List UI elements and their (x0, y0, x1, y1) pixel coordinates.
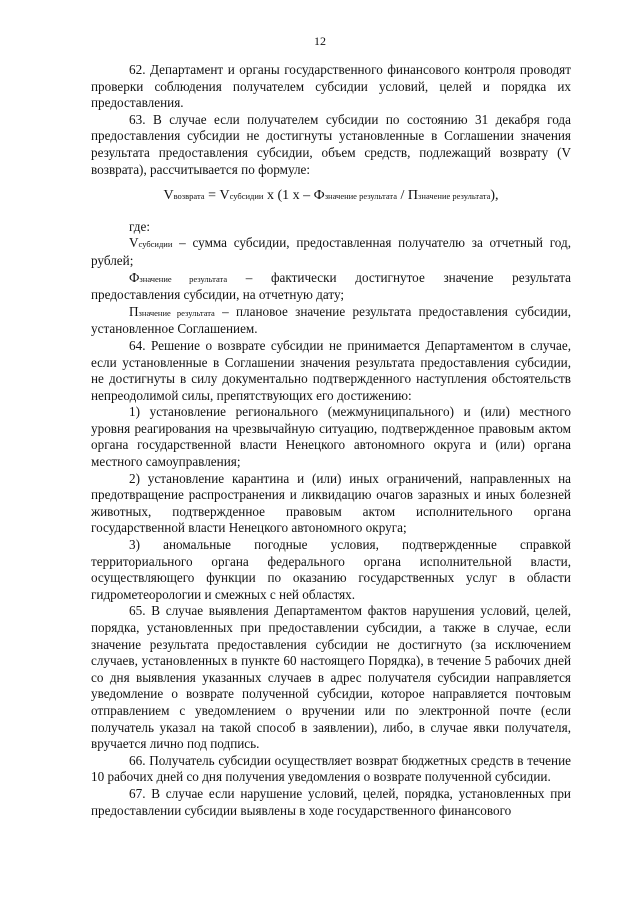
paragraph-65: 65. В случае выявления Департаментом фактов нарушения условий, целей, порядка, установленных при предоставлении субсидии, а также в случае, если значение результата предоставления субсидии не достигнуто (за исключением случаев, установленных в пункте 60 настоящего Порядка), в течение 5 рабочих дней со дня выявления указанных случаев в адрес получателя субсидии направляется уведомление о возврате полученной субсидии, которое направляется почтовым отправлением с уведомлением о вручении или по электронной почте (если получатель указал на такой способ в заявлении), либо, в случае явки получателя, вручается лично под подпись. (91, 603, 571, 752)
definition-f-symbol: Ф (129, 269, 140, 285)
page-number: 12 (314, 34, 326, 48)
paragraph-66: 66. Получатель субсидии осуществляет возврат бюджетных средств в течение 10 рабочих дней со дня получения уведомления о возврате полученной субсидии. (91, 752, 571, 785)
formula-v-subscript: возврата (173, 191, 205, 202)
definition-f-subscript: значение результата (139, 273, 228, 284)
formula-vs-subscript: субсидии (229, 191, 264, 202)
definition-v-text: – сумма субсидии, предоставленная получателю за отчетный год, рублей; (91, 235, 571, 268)
document-body (91, 62, 571, 819)
paragraph-63: 63. В случае если получателем субсидии по состоянию 31 декабря года предоставления субсидии не достигнуты установленные в Соглашении значения результата предоставления субсидии, объем средств, подлежащий возврату (V возврата), рассчитывается по формуле: (91, 111, 571, 177)
definition-v (91, 235, 571, 269)
definition-f-text: – фактически достигнутое значение результата предоставления субсидии, на отчетную дату; (91, 269, 571, 303)
formula-p-subscript: значение результата (418, 191, 491, 202)
definition-v-subscript: субсидии (138, 239, 173, 250)
where-label: где: (129, 218, 150, 234)
formula-v: V (163, 188, 174, 204)
formula-f-subscript: значение результата (324, 191, 398, 202)
definition-p-text: – плановое значение результата предоставления субсидии, установленное Соглашением. (91, 303, 571, 337)
definition-v-symbol: V (129, 235, 139, 251)
paragraph-64-item-2: 2) установление карантина и (или) иных ограничений, направленных на предотвращение распространения и ликвидацию очагов заразных и иных болезней животных, подтвержденное правовым актом исполнительного органа государственной власти Ненецкого автономного округа; (91, 470, 571, 536)
formula (91, 188, 571, 205)
paragraph-62: 62. Департамент и органы государственного финансового контроля проводят проверки соблюдения получателем субсидии условий, целей и порядка их предоставления. (91, 62, 571, 111)
paragraph-67: 67. В случае если нарушение условий, целей, порядка, установленных при предоставлении субсидии выявлены в ходе государственного финансового (91, 785, 571, 818)
paragraph-64-item-1: 1) установление регионального (межмуниципального) и (или) местного уровня реагирования на чрезвычайную ситуацию, подтвержденное правовым актом органа государственной власти Ненецкого автономного округа и (или) органа местного самоуправления; (91, 404, 571, 470)
definition-p-symbol: П (129, 303, 139, 319)
definition-p (91, 304, 571, 338)
formula-end: ), (490, 188, 499, 204)
formula-mid: x (1 x – Ф (263, 188, 325, 204)
definition-f (91, 270, 571, 304)
paragraph-64: 64. Решение о возврате субсидии не принимается Департаментом в случае, если установленные в Соглашении значения результата предоставления субсидии, не достигнуты в силу документально подтвержденного наступления обстоятельств непреодолимой силы, препятствующих его достижению: (91, 337, 571, 403)
definition-p-subscript: значение результата (138, 307, 215, 318)
formula-eq: = V (204, 188, 230, 204)
formula-slash: / П (397, 188, 419, 204)
paragraph-64-item-3: 3) аномальные погодные условия, подтвержденные справкой территориального органа федерального органа исполнительной власти, осуществляющего функции по оказанию государственных услуг в области гидрометеорологии и смежных с ней областях. (91, 537, 571, 602)
